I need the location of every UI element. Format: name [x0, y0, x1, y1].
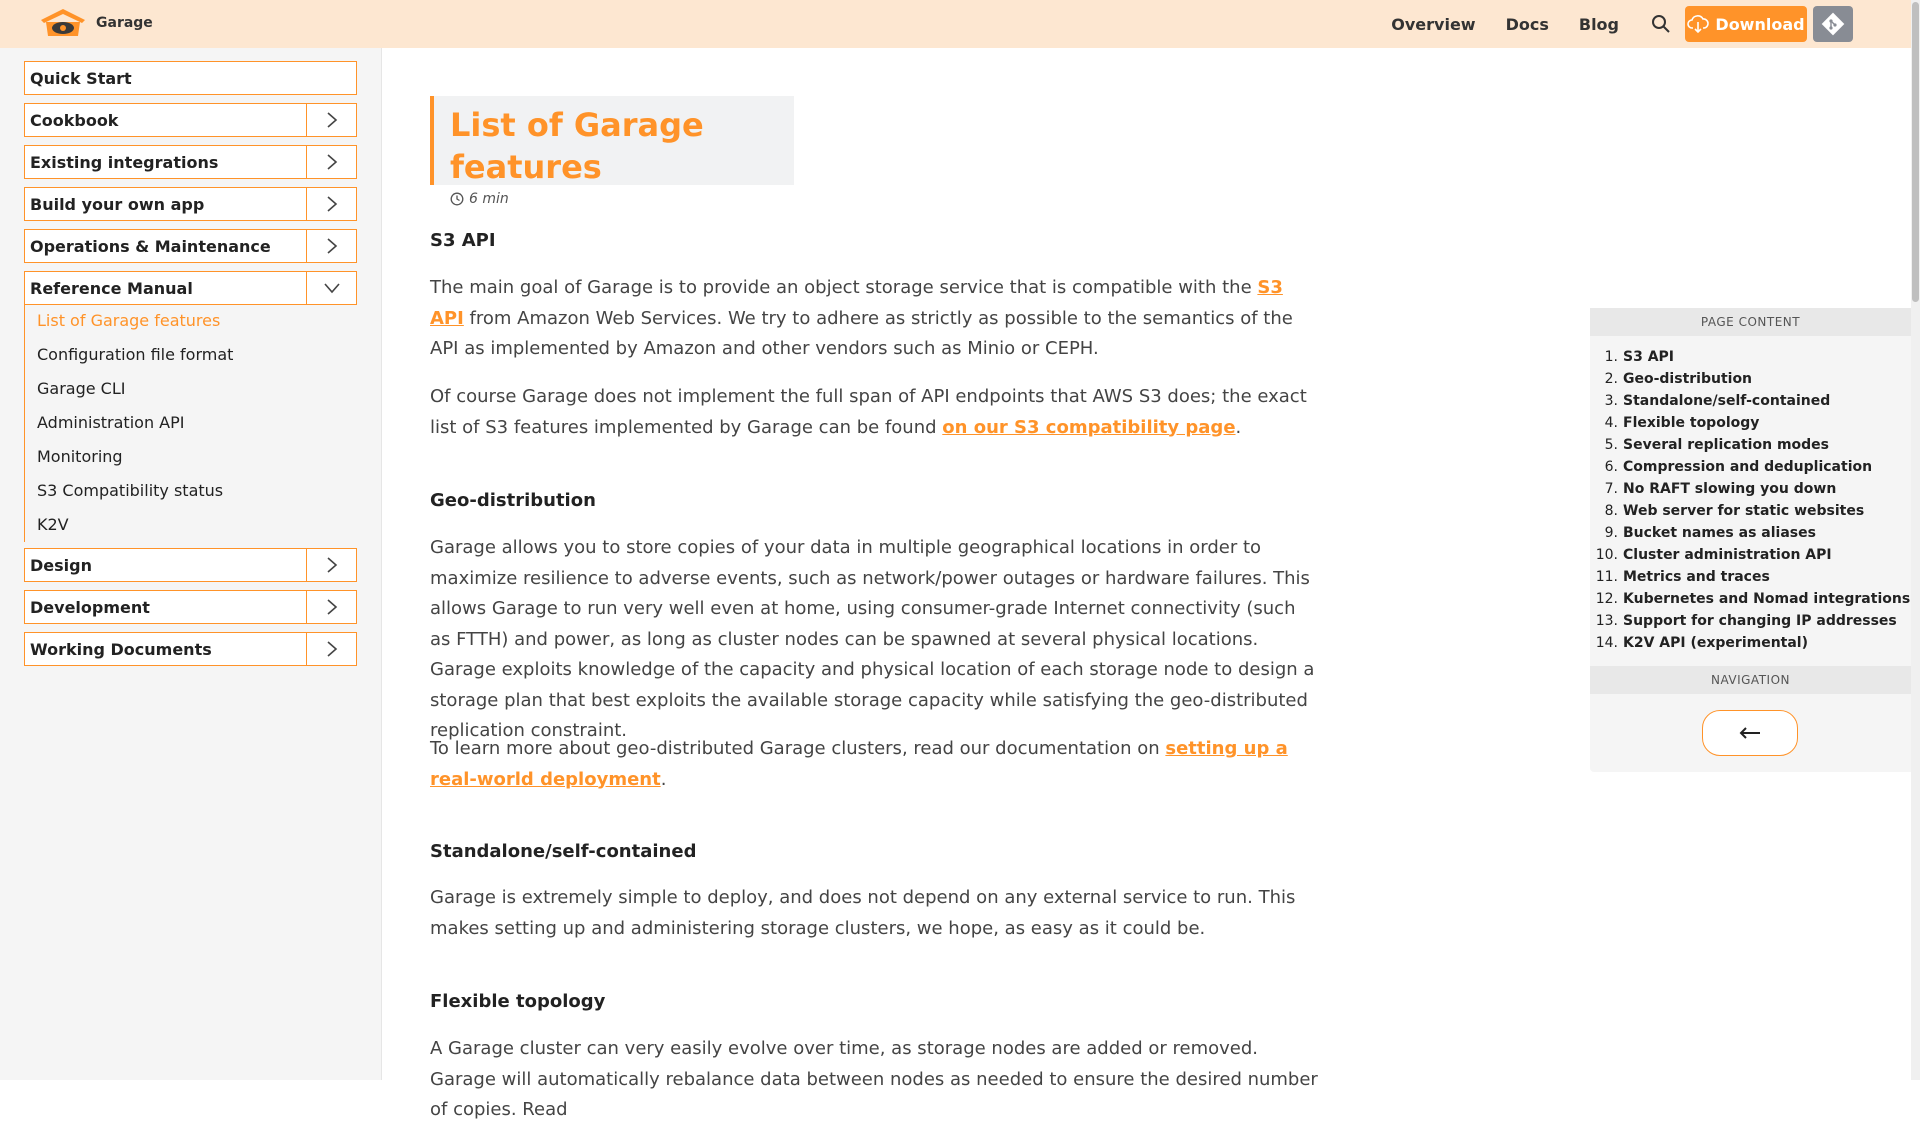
collapse-toggle[interactable] [306, 272, 356, 304]
standalone-paragraph: Garage is extremely simple to deploy, and does not depend on any external service to run. This makes setting up and administering storage clusters, we hope, as easy as it could be. [430, 887, 1296, 939]
text: The main goal of Garage is to provide an object storage service that is compatible with the [430, 277, 1258, 298]
toc-item-number: 8. [1604, 503, 1618, 519]
toc-item-label: Metrics and traces [1623, 569, 1770, 585]
toc-item[interactable] [1590, 500, 1911, 522]
toc-item-label: Web server for static websites [1623, 503, 1865, 519]
sidebar-subitem-cli[interactable]: Garage CLI [37, 379, 126, 398]
search-icon [1651, 14, 1671, 34]
toc-item-label: K2V API (experimental) [1623, 635, 1809, 651]
sidebar-item-existing-integrations[interactable] [24, 145, 357, 179]
sidebar-item-reference-manual[interactable] [24, 271, 357, 305]
sidebar-item-development[interactable] [24, 590, 357, 624]
toc-item-number: 10. [1595, 547, 1618, 563]
expand-toggle[interactable] [306, 591, 356, 623]
navigation-heading: NAVIGATION [1590, 666, 1911, 694]
sidebar-item-label: Cookbook [30, 110, 119, 130]
chevron-right-icon [326, 598, 338, 616]
expand-toggle[interactable] [306, 549, 356, 581]
git-button[interactable] [1813, 6, 1853, 42]
expand-toggle[interactable] [306, 104, 356, 136]
geo-paragraph-1: Garage allows you to store copies of your data in multiple geographical locations in order to maximize resilience to adverse events, such as network/power outages or hardware failures. This allows Garage to run very well even at home, using consumer-grade Internet connectivity (such as FTTH) and power, as long as cluster nodes can be spawned at several physical locations. Garage exploits knowledge of the capacity and physical location of each storage node to design a storage plan that best exploits the available storage capacity while satisfying the geo-distributed replication constraint. [430, 537, 1315, 741]
toc-item-label: Geo-distribution [1623, 371, 1753, 387]
toc-item-label: Standalone/self-contained [1623, 393, 1831, 409]
toc-item-number: 4. [1604, 415, 1618, 431]
deployment-link[interactable]: setting up a real-world deployment [430, 738, 1288, 790]
geo-paragraph-2 [430, 734, 1320, 795]
toc-item-label: S3 API [1623, 349, 1675, 365]
git-icon [1821, 12, 1845, 36]
sidebar-item-cookbook[interactable] [24, 103, 357, 137]
sidebar-subitem-configuration[interactable]: Configuration file format [37, 345, 234, 364]
download-label: Download [1715, 14, 1805, 34]
toc-item-number: 6. [1604, 459, 1618, 475]
chevron-right-icon [326, 195, 338, 213]
brand-link[interactable] [38, 6, 153, 40]
toc-item[interactable] [1590, 434, 1911, 456]
sidebar-item-label: Design [30, 555, 92, 575]
expand-toggle[interactable] [306, 188, 356, 220]
page-scrollbar[interactable] [1911, 0, 1920, 1080]
toc-item-label: Support for changing IP addresses [1623, 613, 1897, 629]
sidebar-item-design[interactable] [24, 548, 357, 582]
toc-item[interactable] [1590, 390, 1911, 412]
toc-item-number: 14. [1595, 635, 1618, 651]
toc-item-label: Several replication modes [1623, 437, 1829, 453]
toc-item[interactable] [1590, 544, 1911, 566]
sidebar-subitem-monitoring[interactable]: Monitoring [37, 447, 123, 466]
main-content [430, 96, 1320, 1120]
page-title: List of Garage features [450, 106, 704, 186]
navigation-section [1590, 666, 1911, 694]
toc-item-number: 9. [1604, 525, 1618, 541]
download-cloud-icon [1687, 14, 1709, 34]
sidebar-item-label: Quick Start [30, 68, 132, 88]
clock-icon [450, 192, 464, 206]
toc-item-number: 11. [1595, 569, 1618, 585]
expand-toggle[interactable] [306, 633, 356, 665]
toc-item-label: No RAFT slowing you down [1623, 481, 1837, 497]
toc-item-number: 2. [1604, 371, 1618, 387]
sidebar-item-quick-start[interactable] [24, 61, 357, 95]
toc-item-number: 3. [1604, 393, 1618, 409]
toc-item[interactable] [1590, 588, 1911, 610]
s3-paragraph-2 [430, 382, 1320, 443]
chevron-right-icon [326, 153, 338, 171]
toc-item-label: Compression and deduplication [1623, 459, 1873, 475]
text: . [660, 768, 667, 790]
section-heading-standalone: Standalone/self-contained [430, 841, 697, 862]
sidebar-item-label: Build your own app [30, 194, 205, 214]
chevron-down-icon [323, 282, 341, 294]
sidebar-item-label: Development [30, 597, 150, 617]
download-button[interactable] [1685, 6, 1807, 42]
toc-item-label: Flexible topology [1623, 415, 1760, 431]
brand-name: Garage [96, 15, 153, 31]
s3-compatibility-link[interactable]: on our S3 compatibility page [942, 416, 1236, 438]
chevron-right-icon [326, 111, 338, 129]
scrollbar-thumb[interactable] [1912, 2, 1919, 302]
toc-item[interactable] [1590, 478, 1911, 500]
chevron-right-icon [326, 640, 338, 658]
toc-item[interactable] [1590, 368, 1911, 390]
sidebar-item-working-documents[interactable] [24, 632, 357, 666]
toc-item-number: 5. [1604, 437, 1618, 453]
section-heading-flexible: Flexible topology [430, 991, 606, 1012]
sidebar-item-operations-maintenance[interactable] [24, 229, 357, 263]
sidebar-item-label: Reference Manual [30, 278, 193, 298]
toc-item-number: 1. [1604, 349, 1618, 365]
toc-heading: PAGE CONTENT [1590, 308, 1911, 336]
sidebar-item-build-your-own-app[interactable] [24, 187, 357, 221]
toc-item-number: 13. [1595, 613, 1618, 629]
text: To learn more about geo-distributed Garage clusters, read our documentation on [430, 738, 1166, 759]
text: . [1235, 416, 1242, 438]
sidebar-item-label: Working Documents [30, 639, 212, 659]
toc-item[interactable] [1590, 632, 1911, 654]
toc-item[interactable] [1590, 456, 1911, 478]
top-nav [1391, 6, 1853, 42]
read-time-label: 6 min [469, 191, 509, 207]
section-heading-s3: S3 API [430, 230, 496, 251]
nav-overview[interactable]: Overview [1391, 14, 1476, 34]
toc-item[interactable] [1590, 610, 1911, 632]
nav-docs[interactable]: Docs [1505, 14, 1549, 34]
sidebar-submenu-reference-manual [24, 304, 354, 542]
arrow-left-icon [1738, 726, 1762, 740]
toc-item[interactable] [1590, 412, 1911, 434]
text: Of course Garage does not implement the full span of API endpoints that AWS S3 does; the exact list of S3 features implemented by Garage can be found [430, 386, 1307, 438]
toc-item-label: Bucket names as aliases [1623, 525, 1816, 541]
search-button[interactable] [1649, 12, 1673, 36]
chevron-right-icon [326, 556, 338, 574]
read-time [450, 191, 778, 207]
expand-toggle[interactable] [306, 230, 356, 262]
sidebar-subitem-features[interactable]: List of Garage features [37, 311, 221, 330]
toc-item[interactable] [1590, 346, 1911, 368]
nav-blog[interactable]: Blog [1578, 14, 1619, 34]
page-header [430, 96, 794, 207]
section-heading-geo: Geo-distribution [430, 490, 596, 511]
toc-item[interactable] [1590, 566, 1911, 588]
toc-item-number: 7. [1604, 481, 1618, 497]
sidebar-subitem-admin-api[interactable]: Administration API [37, 413, 185, 432]
sidebar-item-label: Existing integrations [30, 152, 219, 172]
toc-item-label: Kubernetes and Nomad integrations [1623, 591, 1911, 607]
top-navbar [0, 0, 1911, 48]
sidebar-item-label: Operations & Maintenance [30, 236, 271, 256]
garage-logo-icon [38, 6, 88, 40]
sidebar-subitem-k2v[interactable]: K2V [37, 515, 69, 534]
s3-paragraph-1 [430, 273, 1320, 365]
flexible-paragraph: A Garage cluster can very easily evolve over time, as storage nodes are added or removed. Garage will automatically rebalance data between nodes as needed to ensure the desired number of copies. Read [430, 1038, 1318, 1120]
sidebar [0, 48, 382, 1080]
sidebar-subitem-s3-compat[interactable]: S3 Compatibility status [37, 481, 224, 500]
toc-item[interactable] [1590, 522, 1911, 544]
toc-item-number: 12. [1595, 591, 1618, 607]
chevron-right-icon [326, 237, 338, 255]
text: from Amazon Web Services. We try to adhere as strictly as possible to the semantics of the API as implemented by Amazon and other vendors such as Minio or CEPH. [430, 307, 1293, 359]
s3-api-link[interactable]: S3 API [430, 277, 1283, 329]
toc-item-label: Cluster administration API [1623, 547, 1832, 563]
previous-page-button[interactable] [1702, 710, 1798, 756]
toc-list [1590, 336, 1911, 654]
expand-toggle[interactable] [306, 146, 356, 178]
page-content-panel [1590, 308, 1911, 772]
